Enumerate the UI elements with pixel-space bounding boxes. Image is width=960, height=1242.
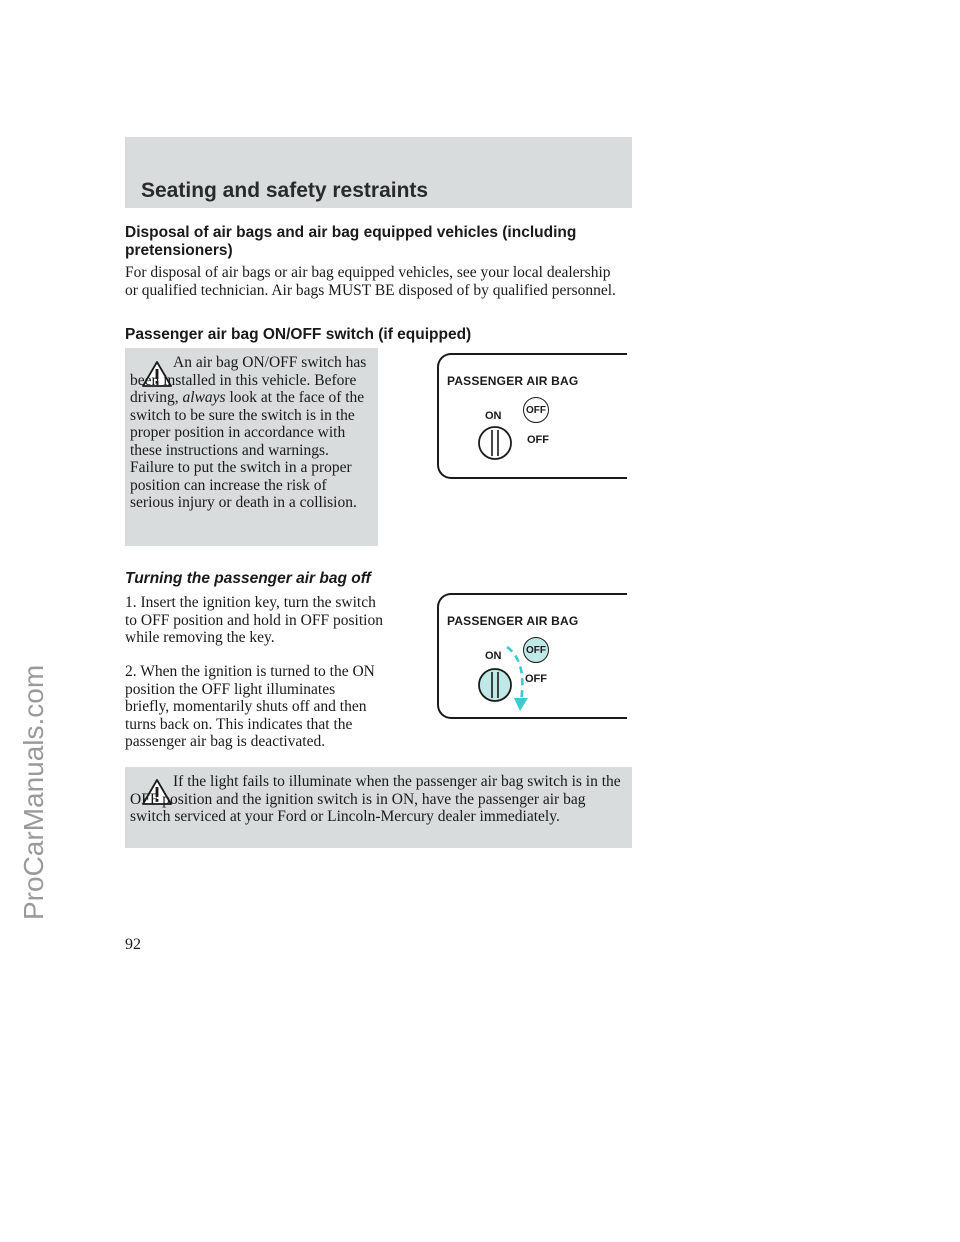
- warning-box-light: [125, 767, 632, 848]
- airbag-switch-figure-turning: [437, 593, 627, 719]
- disposal-heading: Disposal of air bags and air bag equipped vehicles (including pretensioners): [125, 224, 577, 259]
- on-label: ON: [485, 650, 502, 662]
- watermark: [18, 664, 58, 960]
- watermark-text: ProCarManuals.com: [18, 664, 49, 920]
- section-header: [125, 137, 632, 208]
- figure-label: PASSENGER AIR BAG: [447, 374, 579, 388]
- off-label: OFF: [527, 434, 549, 446]
- step-1: 1. Insert the ignition key, turn the switch to OFF position and hold in OFF position while removing the key.: [125, 594, 383, 646]
- airbag-switch-figure-off: [437, 353, 627, 479]
- switch-warning-text: An air bag ON/OFF switch has been installed in this vehicle. Before driving, always look at the face of the switch to be sure the switch is in the proper position in accordance with these instructions and warnings. Failure to put the switch in a proper position can increase the risk of serious injury or death in a collision.: [130, 354, 367, 511]
- off-indicator-light: OFF: [523, 397, 549, 423]
- disposal-body: For disposal of air bags or air bag equipped vehicles, see your local dealership or qualified technician. Air bags MUST BE disposed of by qualified personnel.: [125, 264, 616, 299]
- turning-off-heading: Turning the passenger air bag off: [125, 570, 371, 587]
- page-number: 92: [125, 936, 141, 953]
- off-indicator-light: OFF: [523, 637, 549, 663]
- step-2: 2. When the ignition is turned to the ON position the OFF light illuminates briefly, momentarily shuts off and then turns back on. This indicates that the passenger air bag is deactivated.: [125, 663, 375, 750]
- on-label: ON: [485, 410, 502, 422]
- light-warning-text: If the light fails to illuminate when the passenger air bag switch is in the OFF position and the ignition switch is in ON, have the passenger air bag switch serviced at your Ford or Lincoln-Mercury dealer immediately.: [130, 773, 621, 825]
- warning-box-switch: [125, 348, 378, 546]
- rotation-arrow-icon: [505, 643, 535, 713]
- switch-knob-icon: [477, 425, 513, 461]
- section-title: Seating and safety restraints: [141, 179, 429, 202]
- switch-heading: Passenger air bag ON/OFF switch (if equipped): [125, 326, 472, 343]
- off-label: OFF: [525, 673, 547, 685]
- figure-label: PASSENGER AIR BAG: [447, 614, 579, 628]
